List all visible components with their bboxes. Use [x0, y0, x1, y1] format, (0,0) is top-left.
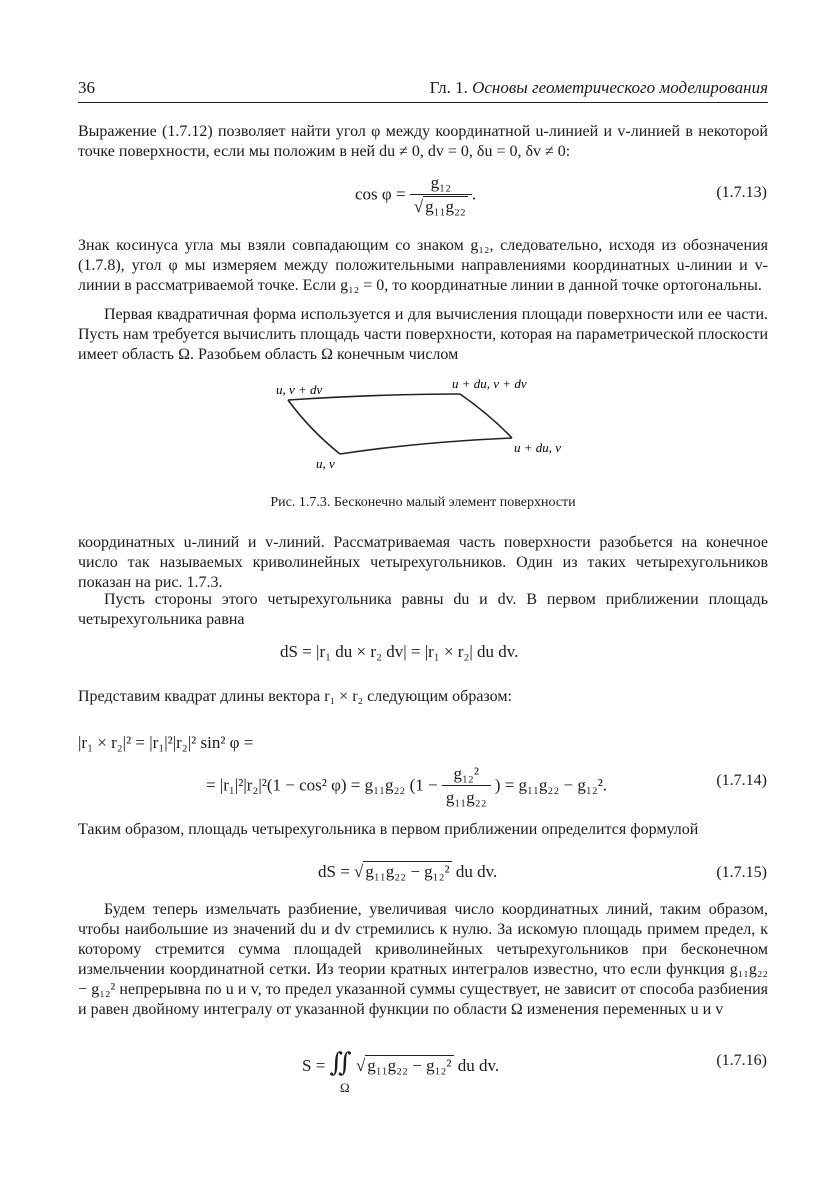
eq1716-radicand: g₁₁g₂₂ − g₁₂²	[367, 1056, 452, 1075]
equation-number-1-7-16: (1.7.16)	[716, 1052, 767, 1069]
equation-ds: dS = |r₁ du × r₂ dv| = |r₁ × r₂| du dv.	[280, 642, 519, 661]
paragraph-4: координатных u-линий и v-линий. Рассматриваемая часть поверхности разобьется на конечное число так называемых криволинейных четырехугольников. Один из таких четырехугольников показан на рис. 1.7.3.	[78, 534, 768, 591]
equation-number-1-7-15: (1.7.15)	[716, 864, 767, 881]
eq1713-numerator: g₁₂	[410, 172, 472, 195]
eq1715-radicand: g₁₁g₂₂ − g₁₂²	[365, 862, 450, 881]
equation-1-7-14-line-2	[206, 763, 607, 810]
eq1714-numerator: g₁₂²	[442, 763, 491, 786]
eq1713-fraction	[410, 172, 472, 219]
equation-1-7-15: dS = √ g₁₁g₂₂ − g₁₂² du dv.	[318, 862, 498, 881]
figure-label-bottom-right: u + du, v	[514, 440, 562, 455]
paragraph-2: Знак косинуса угла мы взяли совпадающим со знаком g₁₂, следовательно, исходя из обозначения (1.7.8), угол φ мы измеряем между положительными направлениями координатных u-линии и v-линии в рассматриваемой точке. Если g₁₂ = 0, то координатные линии в данной точке ортогональны.	[78, 237, 768, 294]
paragraph-1: Выражение (1.7.12) позволяет найти угол φ между координатной u-линией и v-линией в некоторой точке поверхности, если мы положим в ней du ≠ 0, dv = 0, δu = 0, δv ≠ 0:	[78, 123, 768, 160]
eq1716-lhs: S =	[302, 1056, 326, 1075]
figure-curve-bottom	[340, 438, 512, 454]
paragraph-7: Таким образом, площадь четырехугольника в первом приближении определится формулой	[78, 821, 699, 838]
eq1714-part-a: = |r₁|²|r₂|²(1 − cos² φ) = g₁₁g₂₂ (1 −	[206, 775, 438, 795]
eq1714-fraction	[442, 763, 491, 810]
page-number: 36	[78, 78, 95, 97]
running-header	[78, 78, 768, 103]
paragraph-6: Представим квадрат длины вектора r₁ × r₂ следующим образом:	[78, 688, 512, 705]
equation-number-1-7-14: (1.7.14)	[716, 772, 767, 789]
figure-surface-element	[260, 370, 590, 480]
paragraph-5: Пусть стороны этого четырехугольника равны du и dv. В первом приближении площадь четырехугольника равна	[78, 591, 768, 628]
figure-caption: Рис. 1.7.3. Бесконечно малый элемент поверхности	[270, 495, 576, 510]
equation-1-7-13: cos φ = $\frac{\text{g₁₂}}{\text{√ g₁₁g₂₂}}$ .	[355, 172, 476, 219]
figure-curve-right	[460, 394, 512, 438]
chapter-heading	[430, 78, 768, 98]
eq1715-rhs: du dv.	[455, 862, 498, 881]
eq1713-denominator: √ g₁₁g₂₂	[413, 197, 466, 216]
chapter-number: Гл. 1.	[429, 78, 468, 97]
eq1716-rhs: du dv.	[457, 1056, 500, 1075]
figure-label-top-right: u + du, v + dv	[452, 376, 527, 391]
paragraph-8: Будем теперь измельчать разбиение, увеличивая число координатных линий, таким образом, чтобы наибольшие из значений du и dv стремились к нулю. За искомую площадь примем предел, к которому стремится сумма площадей криволинейных четырехугольников при бесконечном измельчении координатной сетки. Из теории кратных интегралов известно, что если функция g₁₁g₂₂ − g₁₂² непрерывна по u и v, то предел указанной суммы существует, не зависит от способа разбиения и равен двойному интегралу от указанной функции по области Ω изменения переменных u и v	[78, 901, 768, 1018]
eq1716-domain: Ω	[340, 1080, 350, 1095]
figure-label-bottom-left: u, v	[316, 456, 335, 471]
eq1716-integral-sign: ∬	[329, 1048, 352, 1077]
figure-label-top-left: u, v + dv	[276, 382, 323, 397]
paragraph-3: Первая квадратичная форма используется и для вычисления площади поверхности или ее части. Пусть нам требуется вычислить площадь части поверхности, которая на параметрической плоскости имеет область Ω. Разобьем область Ω конечным числом	[78, 306, 768, 363]
chapter-title: Основы геометрического моделирования	[472, 78, 768, 97]
eq1715-lhs: dS =	[318, 862, 350, 881]
eq1714-denominator: g₁₁g₂₂	[445, 788, 487, 807]
eq1713-lhs: cos φ =	[355, 184, 406, 204]
equation-number-1-7-13: (1.7.13)	[716, 184, 767, 201]
figure-curve-left	[288, 400, 340, 454]
equation-1-7-16: S = ∬ √ g₁₁g₂₂ − g₁₂² du dv.	[302, 1048, 500, 1077]
eq1714-part-b: ) = g₁₁g₂₂ − g₁₂².	[494, 775, 608, 795]
equation-1-7-14-line-1: |r₁ × r₂|² = |r₁|²|r₂|² sin² φ =	[78, 733, 254, 752]
